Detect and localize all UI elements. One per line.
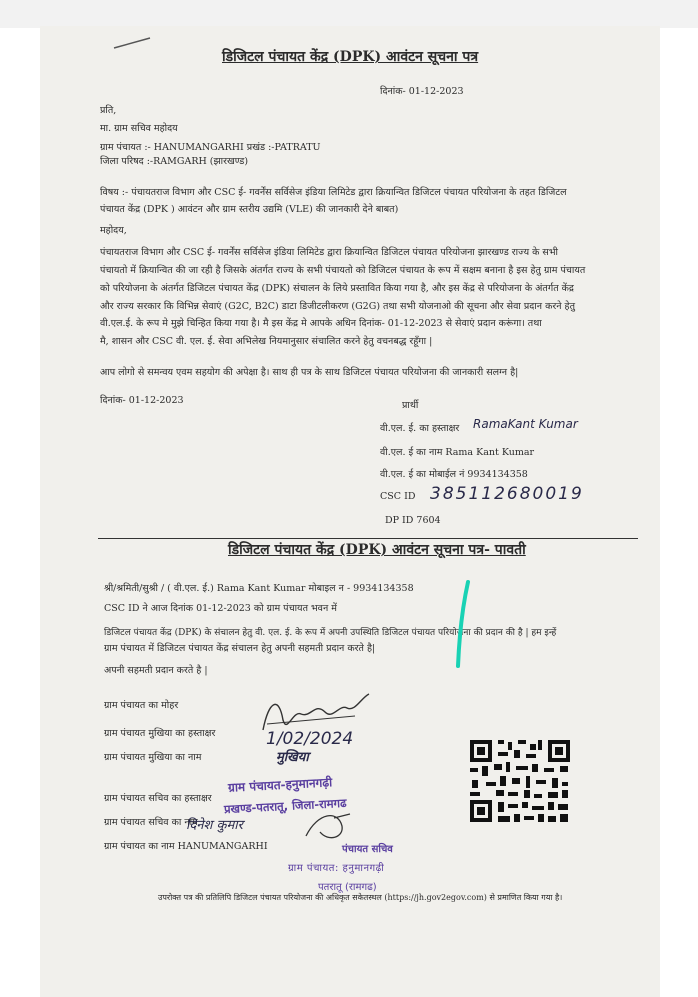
- csc-id-handwritten: 385112680019: [430, 484, 584, 504]
- secretary-stamp-title: पंचायत सचिव: [342, 844, 393, 855]
- receipt-line-1: श्री/श्रमिती/सुश्री / ( वी.एल. ई.) Rama Kant Kumar मोबाइल न - 9934134358: [104, 583, 414, 594]
- body-line-6: मै, शासन और CSC वी. एल. ई. सेवा अभिलेख नियमानुसार संचालित करने हेतु वचनबद्ध रहूँगा |: [100, 336, 433, 347]
- body-line-4: और राज्य सरकार कि विभिन्न सेवाएं (G2C, B2C) डाटा डिजीटलीकरण (G2G) तथा सभी योजनाओ की सूचना और सेवा प्रदान करने हेतु: [100, 301, 576, 312]
- seal-label: ग्राम पंचायत का मोहर: [104, 700, 179, 711]
- receipt-line-3: डिजिटल पंचायत केंद्र (DPK) के संचालन हेतु वी. एल. ई. के रूप में अपनी उपस्थिति डिजिटल पंचायत परियोजना की प्रदान की है | हम इन्हें: [104, 628, 557, 638]
- qr-code: [468, 738, 572, 824]
- body-line-5: वी.एल.ई. के रूप मे मुझे चिन्हित किया गया है। मै इस केंद्र मे आपके अधिन दिनांक- 01-12-2023 से सेवाएं प्रदान करूंगा। तथा: [100, 318, 542, 329]
- receipt-line-2: CSC ID ने आज दिनांक 01-12-2023 को ग्राम पंचायत भवन में: [104, 603, 337, 614]
- body-line-2: पंचायतो में क्रियान्वित की जा रही है जिसके अंतर्गत राज्य के सभी पंचायतो को डिजिटल पंचायत के रूप में सक्षम बनाना है इस हेतु ग्राम पंचायत: [100, 265, 586, 276]
- subject-line-1: विषय :- पंचायतराज विभाग और CSC ई- गवर्नेंस सर्विसेज इंडिया लिमिटेड द्वारा क्रियान्वित डिजिटल पंचायत परियोजना के तहत डिजिटल: [100, 187, 567, 198]
- highlighter-stroke: [442, 578, 472, 670]
- secretary-stamp-panchayat: ग्राम पंचायत: हनुमानगढ़ी: [288, 863, 385, 874]
- secretary-signature: [298, 808, 358, 844]
- recipient-prefix: प्रति,: [100, 105, 117, 116]
- csc-id-label: CSC ID: [380, 491, 416, 502]
- receipt-line-5: अपनी सहमती प्रदान करते है |: [104, 665, 208, 676]
- letter-date: दिनांक- 01-12-2023: [380, 86, 464, 97]
- date-bottom: दिनांक- 01-12-2023: [100, 395, 184, 406]
- mukhiya-date: 1/02/2024: [266, 729, 354, 749]
- seal-stamp-line-2: प्रखण्ड-पतरातू, जिला-रामगढ: [223, 795, 347, 817]
- subject-line-2: पंचायत केंद्र (DPK ) आवंटन और ग्राम स्तरीय उद्यमि (VLE) की जानकारी देने बाबत): [100, 204, 399, 215]
- top-bar: [0, 0, 698, 28]
- addressee: मा. ग्राम सचिव महोदय: [100, 123, 178, 134]
- applicant-label: प्रार्थी: [402, 400, 419, 411]
- mukhiya-signature-label: ग्राम पंचायत मुखिया का हस्ताक्षर: [104, 728, 216, 739]
- vle-signature: RamaKant Kumar: [473, 417, 578, 431]
- cooperation-line: आप लोगो से समन्वय एवम सहयोग की अपेक्षा है। साथ ही पत्र के साथ डिजिटल पंचायत परियोजना की जानकारी सलग्न है|: [100, 367, 519, 378]
- secretary-signature-label: ग्राम पंचायत सचिव का हस्ताक्षर: [104, 793, 212, 804]
- document-page: [40, 26, 660, 997]
- panchayat-name-label: ग्राम पंचायत का नाम HANUMANGARHI: [104, 841, 268, 852]
- corner-pen-mark: [110, 34, 160, 54]
- receipt-title: डिजिटल पंचायत केंद्र (DPK) आवंटन सूचना पत्र- पावती: [228, 542, 526, 558]
- panchayat-line: ग्राम पंचायत :- HANUMANGARHI प्रखंड :-PATRATU: [100, 142, 321, 153]
- secretary-name-label: ग्राम पंचायत सचिव का नाम: [104, 817, 198, 828]
- footer-note: उपरोक्त पत्र की प्रतिलिपि डिजिटल पंचायत परियोजना की अधिकृत सकेतस्थल (https://jh.gov2egov.com) से प्रमाणित किया गया है।: [158, 893, 563, 902]
- letter-title: डिजिटल पंचायत केंद्र (DPK) आवंटन सूचना पत्र: [222, 49, 479, 65]
- salutation: महोदय,: [100, 225, 127, 236]
- mukhiya-name-label: ग्राम पंचायत मुखिया का नाम: [104, 752, 202, 763]
- body-line-1: पंचायतराज विभाग और CSC ई- गवर्नेंस सर्विसेज इंडिया लिमिटेड द्वारा क्रियान्वित डिजिटल पंचायत परियोजना झारखण्ड राज्य के सभी: [100, 247, 558, 258]
- secretary-name-handwritten: दिनेश कुमार: [186, 818, 243, 833]
- secretary-stamp-block: पतरातू (रामगढ): [318, 882, 377, 893]
- district-line: जिला परिषद :-RAMGARH (झारखण्ड): [100, 156, 249, 167]
- mukhiya-word: मुखिया: [276, 750, 309, 765]
- vle-signature-label: वी.एल. ई. का हस्ताक्षर: [380, 423, 460, 434]
- dp-id: DP ID 7604: [385, 515, 441, 526]
- receipt-line-4: ग्राम पंचायत में डिजिटल पंचायत केंद्र संचालन हेतु अपनी सहमती प्रदान करते है|: [104, 643, 376, 654]
- vle-mobile: वी.एल. ई का मोबाईल नं 9934134358: [380, 469, 528, 480]
- body-line-3: को परियोजना के अंतर्गत डिजिटल पंचायत केंद्र (DPK) संचालन के लिये प्रस्तावित किया गया है, और इस केंद्र से परियोजना के अंतर्गत केंद्र: [100, 283, 574, 294]
- section-divider: [98, 538, 638, 539]
- seal-stamp-line-1: ग्राम पंचायत-हनुमानगढ़ी: [227, 775, 333, 795]
- vle-name: वी.एल. ई का नाम Rama Kant Kumar: [380, 447, 535, 458]
